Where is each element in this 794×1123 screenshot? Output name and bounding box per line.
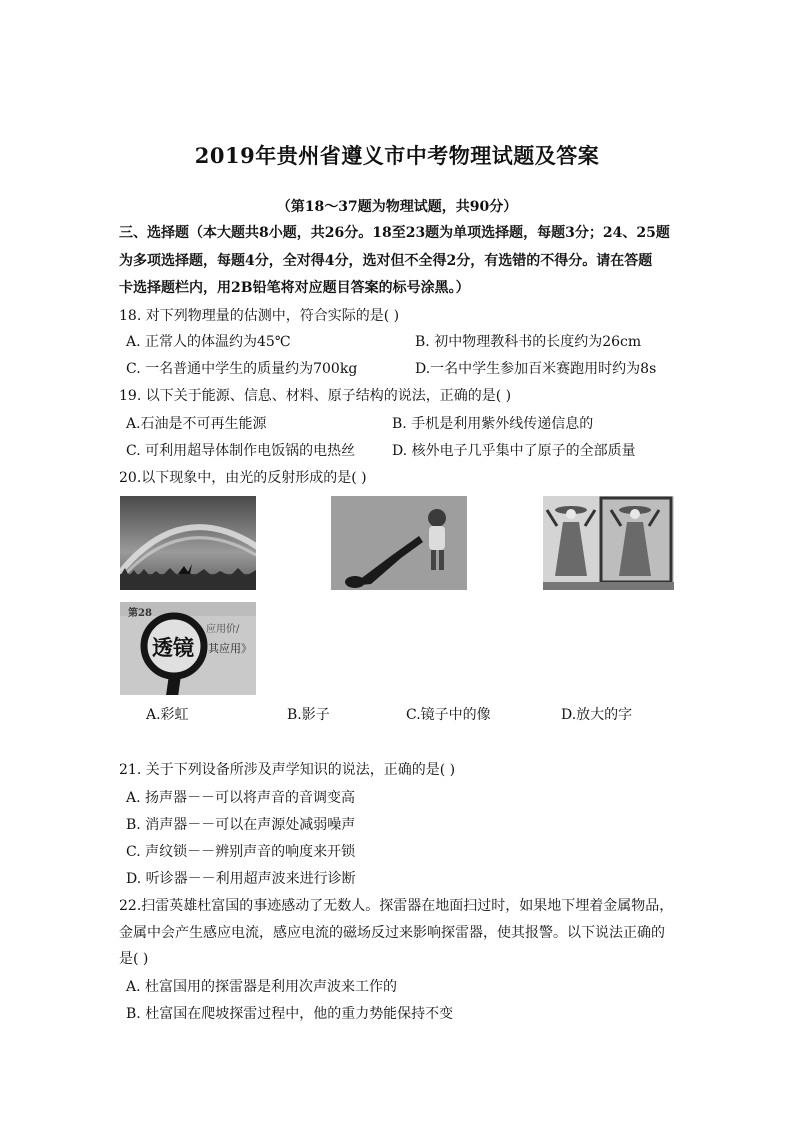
magnifier-image — [120, 602, 256, 695]
section-instructions-line1: 三、选择题（本大题共8小题，共26分。18至23题为单项选择题，每题3分；24、25题 — [119, 225, 670, 241]
question-21-option-d: D. 听诊器－－利用超声波来进行诊断 — [126, 871, 356, 887]
question-20-option-a: A.彩虹 — [146, 707, 189, 723]
magnifier-text-chapter: 第28 — [128, 608, 152, 619]
question-19-option-b: B. 手机是利用紫外线传递信息的 — [392, 416, 594, 432]
magnifier-text-lens: 透镜 — [152, 635, 194, 660]
question-21-option-b: B. 消声器－－可以在声源处减弱噪声 — [126, 817, 356, 833]
question-20-option-c: C.镜子中的像 — [406, 707, 491, 723]
question-22-stem-line2: 金属中会产生感应电流，感应电流的磁场反过来影响探雷器，使其报警。以下说法正确的 — [119, 925, 665, 941]
section-instructions-line2: 为多项选择题，每题4分，全对得4分，选对但不全得2分，有选错的不得分。请在答题 — [119, 253, 653, 269]
question-20-option-d: D.放大的字 — [561, 707, 633, 723]
question-22-option-a: A. 杜富国用的探雷器是利用次声波来工作的 — [126, 979, 398, 995]
question-18-option-d: D.一名中学生参加百米赛跑用时约为8s — [415, 361, 657, 377]
page-title: 2019年贵州省遵义市中考物理试题及答案 — [194, 143, 600, 168]
question-19-option-c: C. 可利用超导体制作电饭锅的电热丝 — [126, 443, 356, 459]
rainbow-image — [120, 496, 256, 590]
question-18-option-a: A. 正常人的体温约为45℃ — [126, 334, 291, 350]
question-20-stem: 20.以下现象中，由光的反射形成的是( ) — [119, 470, 367, 486]
question-21-option-a: A. 扬声器－－可以将声音的音调变高 — [126, 790, 356, 806]
question-21-stem: 21. 关于下列设备所涉及声学知识的说法，正确的是( ) — [119, 762, 456, 778]
question-22-option-b: B. 杜富国在爬坡探雷过程中，他的重力势能保持不变 — [126, 1006, 454, 1022]
question-19-option-d: D. 核外电子几乎集中了原子的全部质量 — [392, 443, 636, 459]
page-subtitle: （第18～37题为物理试题，共90分） — [276, 199, 518, 215]
question-22-stem-line3: 是( ) — [119, 951, 149, 967]
shadow-image — [331, 496, 467, 590]
section-instructions-line3: 卡选择题栏内，用2B铅笔将对应题目答案的标号涂黑。） — [119, 280, 470, 296]
magnifier-text-value: 应用价/ — [206, 624, 240, 635]
question-21-option-c: C. 声纹锁－－辨别声音的响度来开锁 — [126, 844, 356, 860]
question-19-option-a: A.石油是不可再生能源 — [126, 416, 267, 432]
question-18-option-b: B. 初中物理教科书的长度约为26cm — [415, 334, 642, 350]
mirror-image — [543, 496, 674, 590]
magnifier-text-application: 其应用》 — [208, 642, 252, 655]
question-22-stem-line1: 22.扫雷英雄杜富国的事迹感动了无数人。探雷器在地面扫过时，如果地下埋着金属物品， — [119, 898, 674, 914]
question-18-option-c: C. 一名普通中学生的质量约为700kg — [126, 361, 358, 377]
question-18-stem: 18. 对下列物理量的估测中，符合实际的是( ) — [119, 308, 400, 324]
question-19-stem: 19. 以下关于能源、信息、材料、原子结构的说法，正确的是( ) — [119, 388, 512, 404]
question-20-option-b: B.影子 — [287, 707, 330, 723]
